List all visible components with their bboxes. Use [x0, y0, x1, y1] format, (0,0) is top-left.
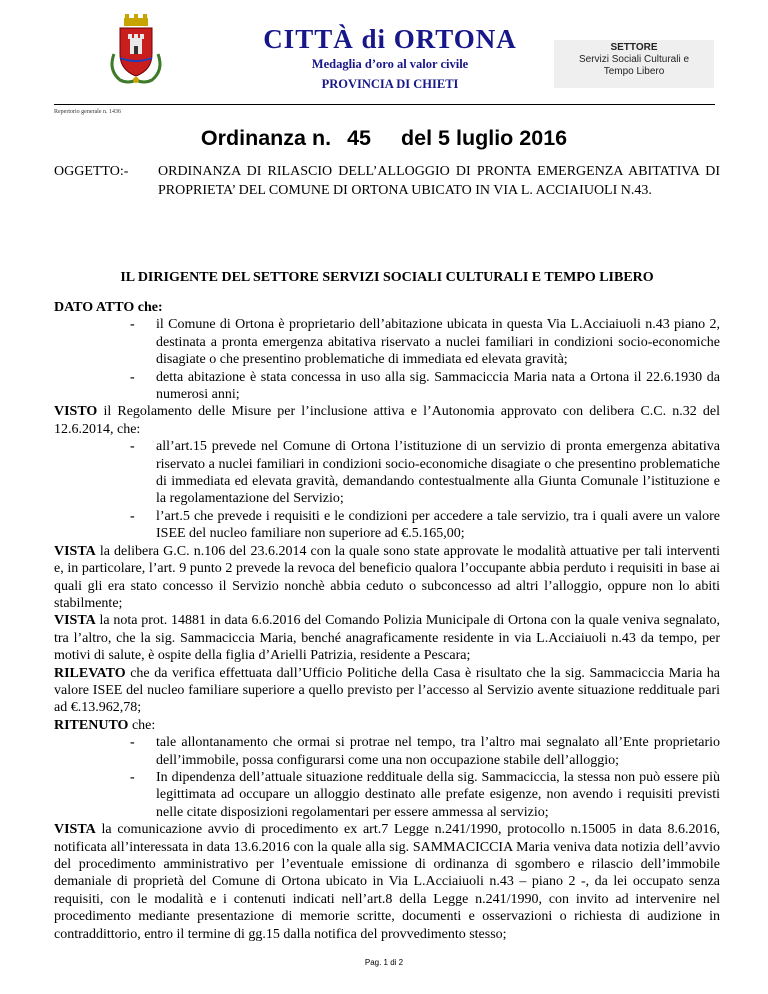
oggetto-label: OGGETTO:-: [54, 164, 129, 179]
list-item: - detta abitazione è stata concessa in uso alla sig. Sammaciccia Maria nata a Ortona il 22.6.1930 da numerosi anni;: [130, 369, 720, 403]
list-item: - l’art.5 che prevede i requisiti e le condizioni per accedere a tale servizio, tra i quali avere un valore ISEE del nucleo familiare non superiore ad €.5.165,00;: [130, 508, 720, 542]
vista-paragraph: VISTA la comunicazione avvio di procedimento ex art.7 Legge n.241/1990, protocollo n.15005 in data 8.6.2016, notificata all’interessata in data 13.6.2016 con la quale alla sig. SAMMACICCIA Maria veniva data notizia dell’avvio del procedimento amministrativo per l’eventuale emissione di ordinanza di sgombero e rilascio dell’immobile demaniale di proprietà del Comune di Ortona ubicato in Via L.Acciaiuoli n.43 – piano 2 -, da lei occupato senza requisiti, con le modalità e i contenuti indicati nell’art.8 della Legge n.241/1990, con invito ad intervenire nel procedimento mediante presentazione di memorie scritte, documenti e osservazioni o richiesta di audizione in contraddittorio, entro il termine di gg.15 dalla notifica del provvedimento stesso;: [54, 822, 720, 942]
coat-of-arms-icon: [106, 14, 166, 86]
ordinanza-label: Ordinanza n.: [200, 126, 332, 150]
list-item: - all’art.15 prevede nel Comune di Ortona l’istituzione di un servizio di pronta emergenza abitativa riservato a nuclei familiari in condizioni socio-economiche disagiate o che presentino problematiche di immediata ed elevata gravità, demandando contestualmente alla Giunta Comunale l’istituzione e la regolamentazione del Servizio;: [130, 439, 720, 507]
header-divider: [54, 104, 715, 105]
vista-paragraph: VISTA la nota prot. 14881 in data 6.6.2016 del Comando Polizia Municipale di Ortona con la quale veniva segnalato, tra l’altro, che la sig. Sammaciccia Maria, benché anagraficamente residente in via L.Acciaiuoli n.43 da tempo, per motivi di salute, è ospite della figlia d’Arielli Patrizia, residente a Pescara;: [54, 613, 720, 664]
ordinanza-number: 45: [347, 126, 372, 150]
page-number: Pag. 1 di 2: [364, 958, 404, 967]
ordinanza-heading: [0, 124, 768, 152]
city-subtitle: Medaglia d’oro al valor civile: [311, 57, 469, 71]
oggetto-text: ORDINANZA DI RILASCIO DELL’ALLOGGIO DI PRONTA EMERGENZA ABITATIVA DI PROPRIETA’ DEL COMUNE DI ORTONA UBICATO IN VIA L. ACCIAIUOLI N.43.: [158, 164, 720, 198]
settore-box: [554, 40, 714, 88]
settore-label: SETTORE: [610, 42, 658, 53]
ordinanza-date: del 5 luglio 2016: [401, 126, 568, 150]
ritenuto-paragraph: RITENUTO che:: [54, 717, 156, 733]
visto-paragraph: VISTO il Regolamento delle Misure per l’inclusione attiva e l’Autonomia approvato con delibera C.C. n.32 del 12.6.2014, che:: [54, 404, 720, 437]
dirigente-heading: IL DIRIGENTE DEL SETTORE SERVIZI SOCIALI CULTURALI E TEMPO LIBERO: [120, 270, 654, 285]
province-name: PROVINCIA DI CHIETI: [321, 77, 459, 91]
city-title: CITTÀ di ORTONA: [263, 24, 517, 54]
dato-atto-heading: DATO ATTO che:: [54, 300, 163, 315]
document-body: [54, 299, 720, 943]
oggetto-section: [54, 162, 720, 200]
list-item: - In dipendenza dell’attuale situazione reddituale della sig. Sammaciccia, la stessa non può essere più legittimata ad occupare un alloggio destinato alle prefate esigenze, non avendo i requisiti previsti nelle citate disposizioni regolamentari per essere ammessa al servizio;: [130, 769, 720, 820]
rilevato-paragraph: RILEVATO che da verifica effettuata dall’Ufficio Politiche della Casa è risultato che la sig. Sammaciccia Maria ha valore ISEE del nucleo familiare superiore a quello previsto per l’accesso al Servizio avente situazione reddituale pari ad €.13.962,78;: [54, 665, 720, 716]
list-item: - il Comune di Ortona è proprietario dell’abitazione ubicata in questa Via L.Acciaiuoli n.43 piano 2, destinata a pronta emergenza abitativa riservato a nuclei familiari in condizioni socio-economiche disagiate o che presentino problematiche di immediata ed elevata gravità;: [130, 317, 720, 368]
settore-name-line2: Tempo Libero: [603, 66, 665, 77]
repertorio-number: Repertorio generale n. 1436: [54, 109, 121, 115]
vista-paragraph: VISTA la delibera G.C. n.106 del 23.6.2014 con la quale sono state approvate le modalità attuative per tali interventi e, in particolare, l’art. 9 punto 2 prevede la revoca del beneficio qualora l’occupante abbia perduto i requisiti in base ai quali gli era stato concesso il Servizio nonchè abbia ceduto o subconcesso ad altri l’alloggio, oppure non lo abiti stabilmente;: [54, 543, 720, 611]
list-item: - tale allontanamento che ormai si protrae nel tempo, tra l’altro mai segnalato all’Ente proprietario dell’immobile, possa configurarsi come una non occupazione stabile dell’alloggio;: [130, 735, 720, 768]
settore-name-line1: Servizi Sociali Culturali e: [578, 54, 690, 65]
